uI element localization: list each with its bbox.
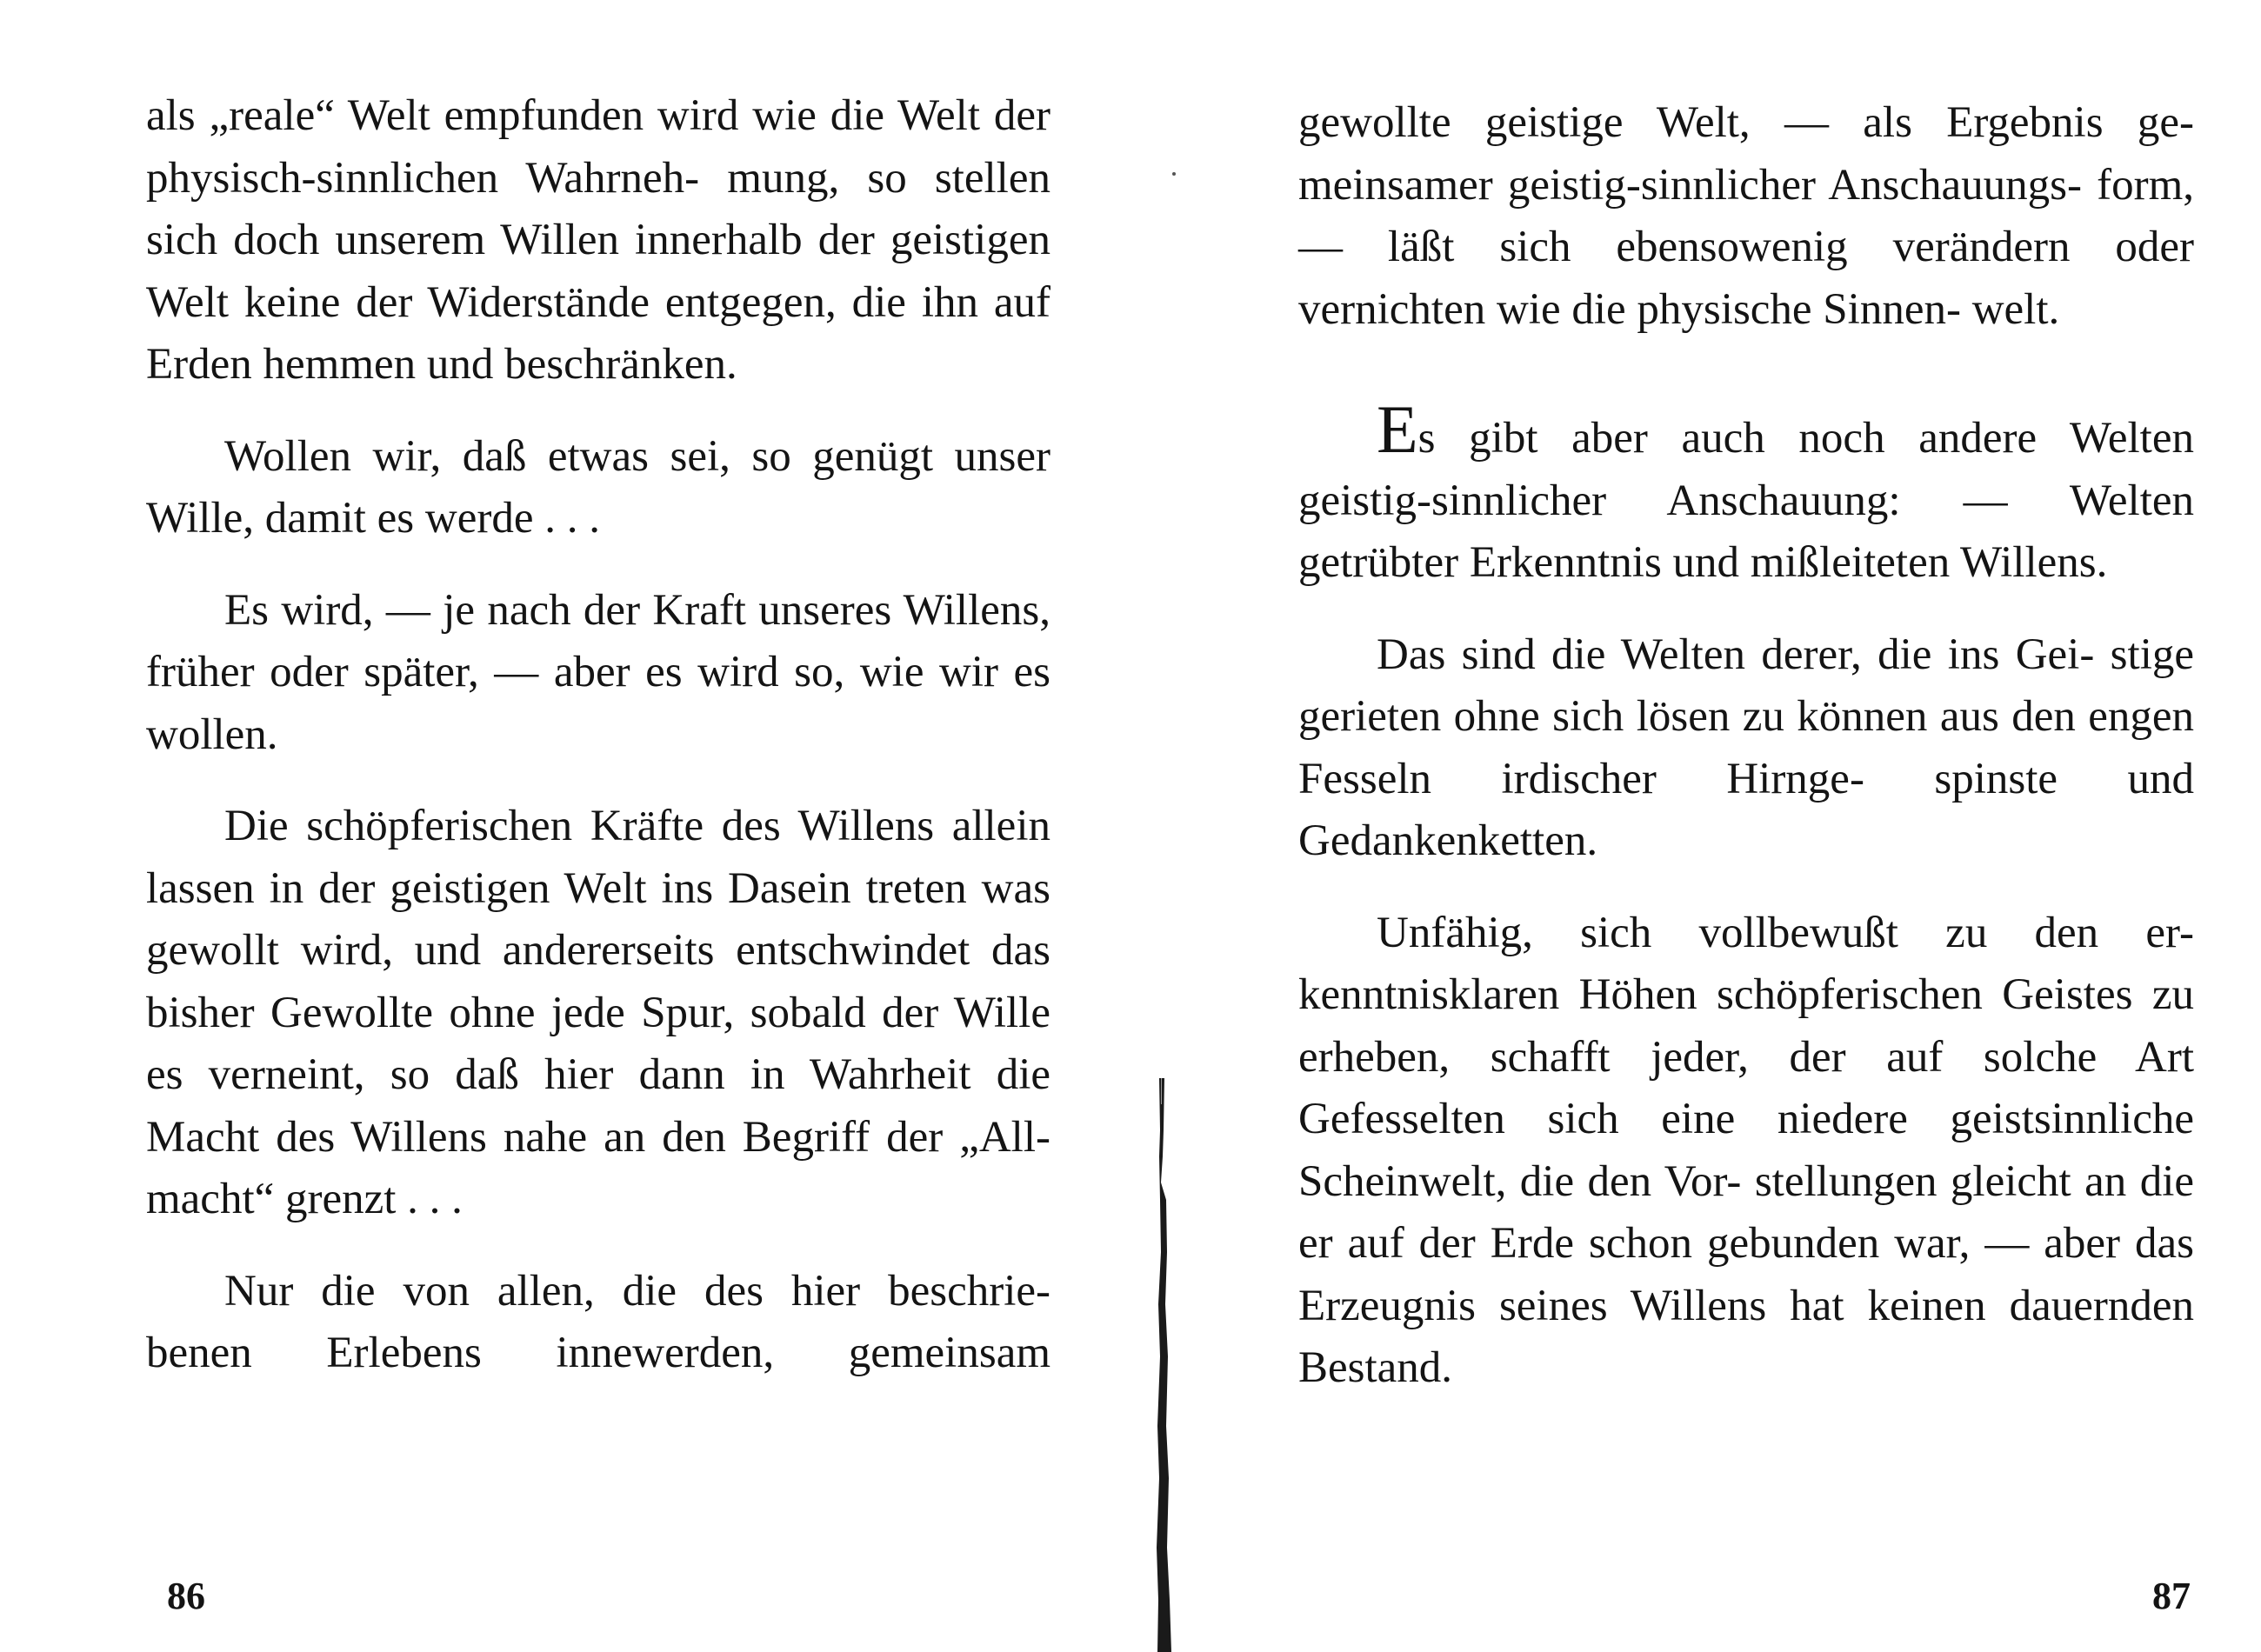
right-text-column bbox=[1298, 92, 2194, 1400]
paragraph-text: s gibt aber auch noch andere Welten geistig-sinnlicher Anschauung: — Welten getrübter Erkenntnis und mißleiteten Willens. bbox=[1298, 414, 2194, 587]
drop-cap: E bbox=[1377, 391, 1418, 467]
paragraph: Unfähig, sich vollbewußt zu den er- kenntnisklaren Höhen schöpferischen Geistes zu erheben, schafft jeder, der auf solche Art Gefesselten sich eine niedere geistsinnliche Scheinwelt, die den Vor- stellungen gleicht an die er auf der Erde schon gebunden war, — aber das Erzeugnis seines Willens hat keinen dauernden Bestand. bbox=[1298, 908, 2194, 1392]
left-text-column bbox=[146, 85, 1050, 1385]
paragraph: als „reale“ Welt empfunden wird wie die Welt der physisch-sinnlichen Wahrneh- mung, so stellen sich doch unserem Willen innerhalb der geistigen Welt keine der Widerstände entgegen, die ihn auf Erden hemmen und beschränken. bbox=[146, 91, 1050, 389]
left-page bbox=[0, 0, 1130, 1652]
paragraph: Die schöpferischen Kräfte des Willens allein lassen in der geistigen Welt ins Dasein treten was gewollt wird, und andererseits entschwindet das bisher Gewollte ohne jede Spur, sobald der Wille es verneint, so daß hier dann in Wahrheit die Macht des Willens nahe an den Begriff der „All- macht“ grenzt . . . bbox=[146, 802, 1050, 1223]
paragraph: gewollte geistige Welt, — als Ergebnis ge- meinsamer geistig-sinnlicher Anschauungs- form, — läßt sich ebensowenig verändern oder vernichten wie die physische Sinnen- welt. bbox=[1298, 98, 2194, 334]
page-number: 87 bbox=[2152, 1575, 2191, 1617]
paragraph: Wollen wir, daß etwas sei, so genügt unser Wille, damit es werde . . . bbox=[146, 431, 1050, 543]
paragraph-with-drop-cap bbox=[1298, 391, 2194, 595]
right-page bbox=[1130, 0, 2261, 1652]
paragraph: Das sind die Welten derer, die ins Gei- stige gerieten ohne sich lösen zu können aus den engen Fesseln irdischer Hirnge- spinste und Gedankenketten. bbox=[1298, 629, 2194, 865]
paragraph: Nur die von allen, die des hier beschrie- benen Erlebens innewerden, gemeinsam bbox=[146, 1266, 1050, 1377]
paragraph: Es wird, — je nach der Kraft unseres Willens, früher oder später, — aber es wird so, wie wir es wollen. bbox=[146, 585, 1050, 759]
page-number: 86 bbox=[167, 1575, 205, 1617]
